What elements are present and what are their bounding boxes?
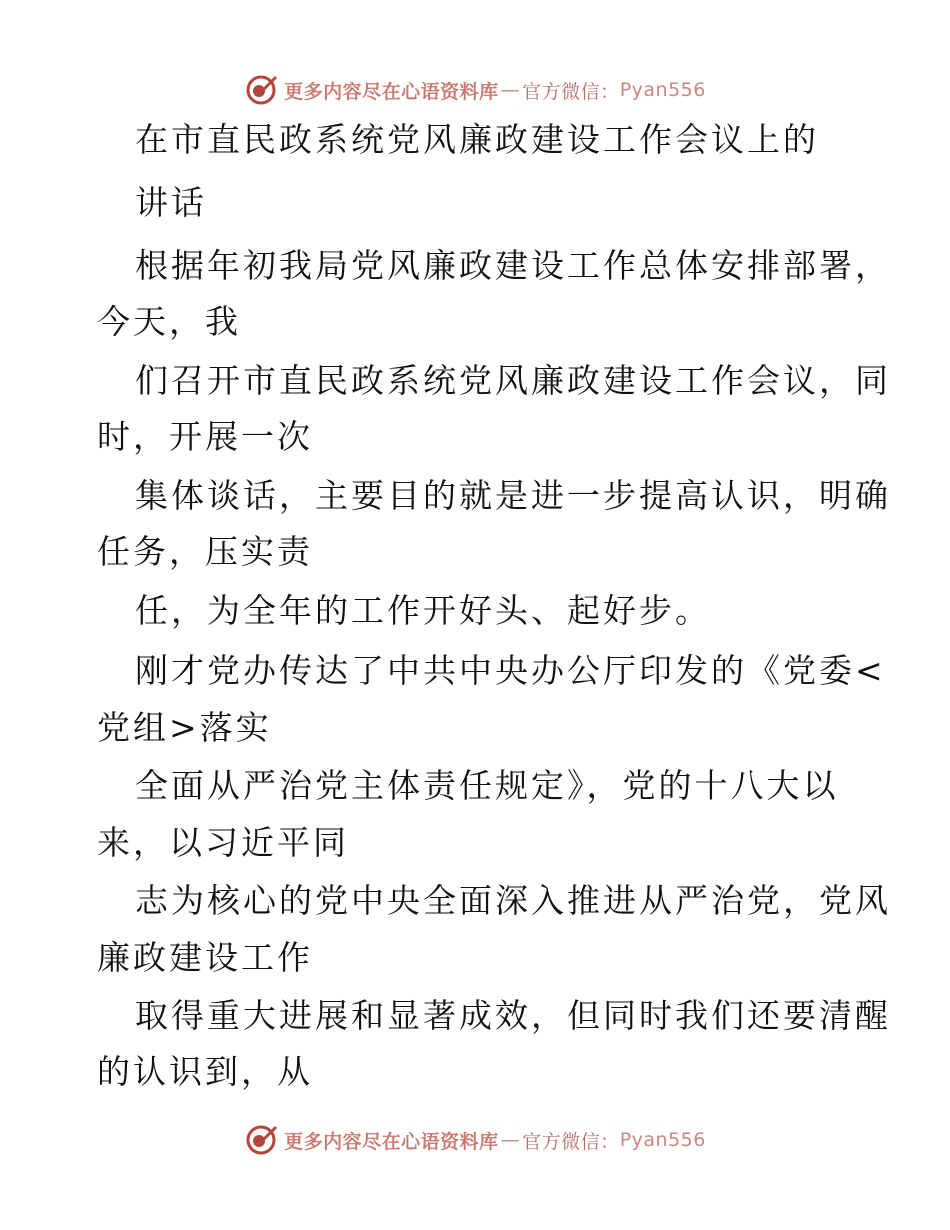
doc-line-15: 廉政建设工作 (97, 938, 313, 977)
doc-line-1: 在市直民政系统党风廉政建设工作会议上的 (135, 120, 819, 159)
doc-line-11: 党组>落实 (97, 708, 272, 747)
banner-brand: 更多内容尽在心语资料库 (284, 1130, 499, 1153)
doc-line-7: 集体谈话，主要目的就是进一步提高认识，明确 (135, 476, 891, 515)
banner-wechat-id: Pyan556 (619, 1129, 706, 1151)
doc-line-3: 根据年初我局党风廉政建设工作总体安排部署， (135, 246, 891, 285)
footer-banner (0, 1120, 950, 1160)
doc-line-2: 讲话 (135, 183, 207, 222)
doc-line-10: 刚才党办传达了中共中央办公厅印发的《党委< (135, 651, 886, 690)
doc-line-16: 取得重大进展和显著成效，但同时我们还要清醒 (135, 996, 891, 1035)
doc-line-6: 时，开展一次 (97, 417, 313, 456)
doc-line-8: 任务，压实责 (97, 532, 313, 571)
pen-logo-icon (244, 73, 278, 107)
doc-line-5: 们召开市直民政系统党风廉政建设工作会议，同 (135, 361, 891, 400)
doc-line-4: 今天，我 (97, 302, 241, 341)
banner-wechat-id: Pyan556 (619, 79, 706, 101)
banner-dash: — (500, 79, 521, 101)
banner-wechat-label: 官方微信： (522, 1130, 620, 1153)
doc-line-17: 的认识到，从 (97, 1052, 313, 1091)
doc-line-14: 志为核心的党中央全面深入推进从严治党，党风 (135, 881, 891, 920)
doc-line-9: 任，为全年的工作开好头、起好步。 (135, 591, 711, 630)
banner-dash: — (500, 1129, 521, 1151)
header-banner (0, 70, 950, 110)
doc-line-13: 来，以习近平同 (97, 823, 349, 862)
doc-line-12: 全面从严治党主体责任规定》，党的十八大以 (135, 766, 839, 805)
banner-brand: 更多内容尽在心语资料库 (284, 80, 499, 103)
banner-wechat-label: 官方微信： (522, 80, 620, 103)
pen-logo-icon (244, 1123, 278, 1157)
